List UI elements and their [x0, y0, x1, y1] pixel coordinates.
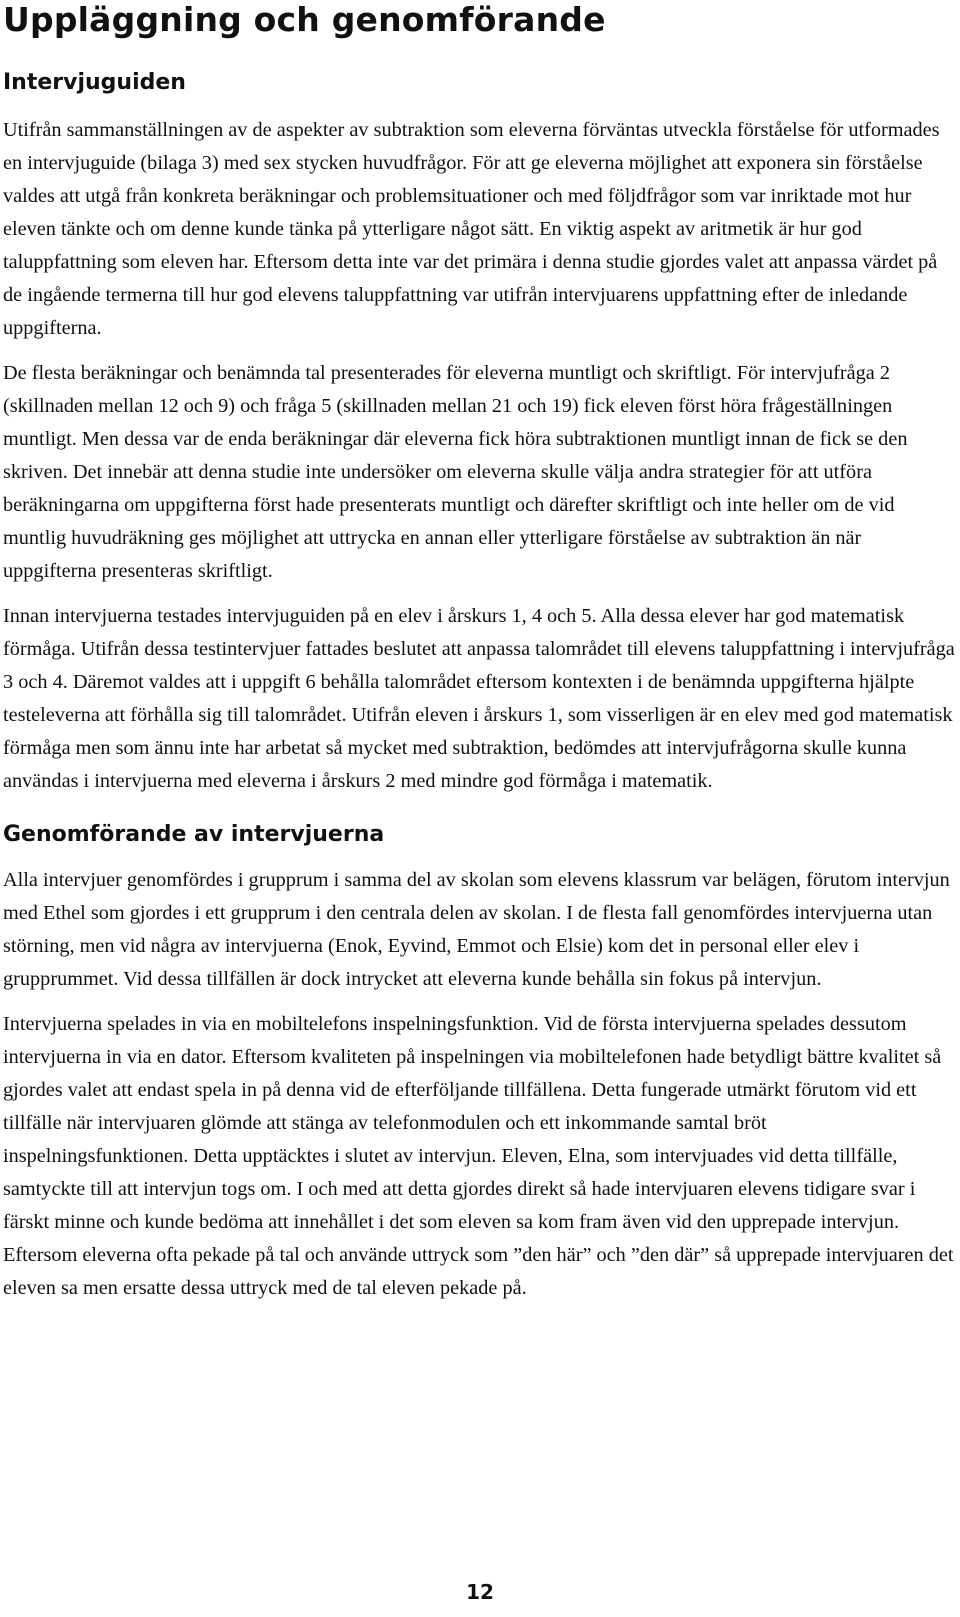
page-number: 12	[466, 1580, 494, 1604]
paragraph: De flesta beräkningar och benämnda tal presenterades för eleverna muntligt och skriftligt. För intervjufråga 2 (skillnaden mellan 12 och 9) och fråga 5 (skillnaden mellan 21 och 19) fick eleven först höra frågeställningen muntligt. Men dessa var de enda beräkningar där eleverna fick höra subtraktionen muntligt innan de fick se den skriven. Det innebär att denna studie inte undersöker om eleverna skulle välja andra strategier för att utföra beräkningarna om uppgifterna först hade presenterats muntligt och därefter skriftligt och inte heller om de vid muntlig huvudräkning ges möjlighet att uttrycka en annan eller ytterligare förståelse av subtraktion än när uppgifterna presenteras skriftligt.	[3, 362, 908, 582]
document-page	[3, 0, 955, 1317]
section-title-intervjuguiden: Intervjuguiden	[3, 70, 186, 95]
section-title-genomforande: Genomförande av intervjuerna	[3, 822, 385, 847]
paragraph: Intervjuerna spelades in via en mobiltelefons inspelningsfunktion. Vid de första intervjuerna spelades dessutom intervjuerna in via en dator. Eftersom kvaliteten på inspelningen via mobiltelefonen hade betydligt bättre kvalitet så gjordes valet att endast spela in på denna vid de efterföljande tillfällena. Detta fungerade utmärkt förutom vid ett tillfälle när intervjuaren glömde att stänga av telefonmodulen och ett inkommande samtal bröt inspelningsfunktionen. Detta upptäcktes i slutet av intervjun. Eleven, Elna, som intervjuades vid detta tillfälle, samtyckte till att intervjun togs om. I och med att detta gjordes direkt så hade intervjuaren elevens tidigare svar i färskt minne och kunde bedöma att innehållet i det som eleven sa kom fram även vid den upprepade intervjun. Eftersom eleverna ofta pekade på tal och använde uttryck som ”den här” och ”den där” så upprepade intervjuaren det eleven sa men ersatte dessa uttryck med de tal eleven pekade på.	[3, 1013, 954, 1299]
paragraph: Alla intervjuer genomfördes i grupprum i samma del av skolan som elevens klassrum var belägen, förutom intervjun med Ethel som gjordes i ett grupprum i den centrala delen av skolan. I de flesta fall genomfördes intervjuerna utan störning, men vid några av intervjuerna (Enok, Eyvind, Emmot och Elsie) kom det in personal eller elev i grupprummet. Vid dessa tillfällen är dock intrycket att eleverna kunde behålla sin fokus på intervjun.	[3, 869, 950, 990]
paragraph: Innan intervjuerna testades intervjuguiden på en elev i årskurs 1, 4 och 5. Alla dessa elever har god matematisk förmåga. Utifrån dessa testintervjuer fattades beslutet att anpassa talområdet till elevens taluppfattning i intervjufråga 3 och 4. Däremot valdes att i uppgift 6 behålla talområdet eftersom kontexten i de benämnda uppgifterna hjälpte testeleverna att förhålla sig till talområdet. Utifrån eleven i årskurs 1, som visserligen är en elev med god matematisk förmåga men som ännu inte har arbetat så mycket med subtraktion, bedömdes att intervjufrågorna skulle kunna användas i intervjuerna med eleverna i årskurs 2 med mindre god förmåga i matematik.	[3, 605, 955, 792]
page-heading: Uppläggning och genomförande	[3, 0, 606, 39]
paragraph: Utifrån sammanställningen av de aspekter av subtraktion som eleverna förväntas utveckla förståelse för utformades en intervjuguide (bilaga 3) med sex stycken huvudfrågor. För att ge eleverna möjlighet att exponera sin förståelse valdes att utgå från konkreta beräkningar och problemsituationer och med följdfrågor som var inriktade mot hur eleven tänkte och om denne kunde tänka på ytterligare något sätt. En viktig aspekt av aritmetik är hur god taluppfattning som eleven har. Eftersom detta inte var det primära i denna studie gjordes valet att anpassa värdet på de ingående termerna till hur god elevens taluppfattning var utifrån intervjuarens uppfattning efter de inledande uppgifterna.	[3, 119, 940, 339]
